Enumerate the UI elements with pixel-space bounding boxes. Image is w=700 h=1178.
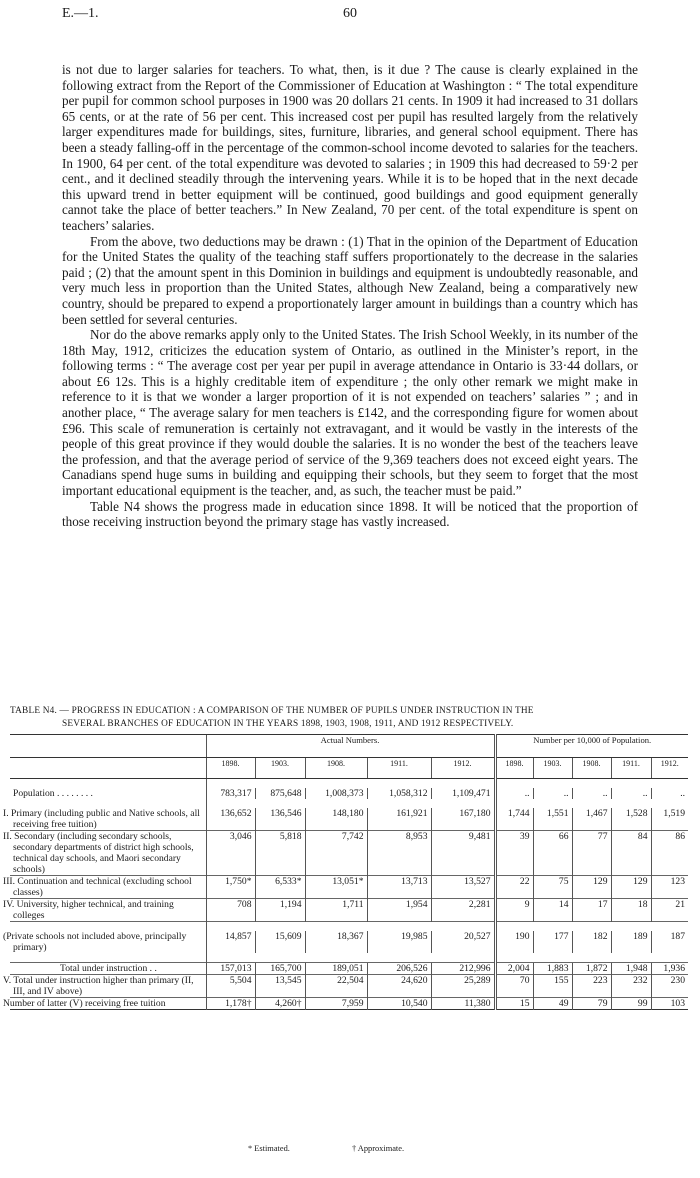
paragraph: is not due to larger salaries for teachers. To what, then, is it due ? The cause is clearly explained in the following extract from the Report of the Commissioner of Education at Washington : “ The total expenditure per pupil for common school purposes in 1900 was 20 dollars 21 cents. In 1909 it had increased to 31 dollars 65 cents, or at the rate of 56 per cent. This increased cost per pupil has resulted largely from the relatively larger expenditures made for buildings, sites, furniture, libraries, and general school equipment. There has been a steady falling-off in the percentage of the common-school income devoted to salaries for the teachers. In 1900, 64 per cent. of the total expenditure was devoted to salaries ; in 1909 this had decreased to 59·2 per cent., and it declined steadily through the intervening years. While it is to be hoped that in the next decade this upward trend in better equipment will be continued, good buildings and good equipment generally cannot take the place of better teachers.” In New Zealand, 70 per cent. of the total expenditure is spent on teachers’ salaries. — [62, 62, 638, 233]
table-row: V. Total under instruction higher than primary (II, III, and IV above) 5,504 13,545 22,504 24,620 25,289 70 155 223 232 230 — [10, 975, 688, 998]
year-header: 1912. — [431, 758, 495, 779]
paragraph: From the above, two deductions may be drawn : (1) That in the opinion of the Department of Education for the United States the quality of the teaching staff suffers proportionately to the decrease in the salaries paid ; (2) that the amount spent in this Dominion in buildings and equipment is undoubtedly reasonable, and very much less in proportion than the United States, although New Zealand, being a comparatively new country, should be prepared to expend a proportionately larger amount in buildings than a country which has been settled for several centuries. — [62, 233, 638, 327]
paragraph: Nor do the above remarks apply only to the United States. The Irish School Weekly, in its number of the 18th May, 1912, criticizes the education system of Ontario, as outlined in the Minister’s report, in the following terms : “ The average cost per year per pupil in average attendance in Ontario is 33·44 dollars, or about £6 12s. This is a highly creditable item of expenditure ; the only other remark we might make in reference to it is that we wonder a larger proportion of it is not expended on teachers’ salaries ” ; and in another place, “ The average salary for men teachers is £142, and the corresponding figure for women about £96. This scale of remuneration is certainly not extravagant, and it would be vastly in the interests of the people of this great province if they would double the salaries. It is no wonder the best of the teachers leave the profession, and that the average period of service of the 9,369 teachers does not exceed eight years. The Canadians spend huge sums in building and equipping their schools, but they seem to forget that the most important educational equipment is the teacher, and, as such, the teacher must be paid.” — [62, 327, 638, 499]
group-header: Actual Numbers. — [206, 735, 495, 758]
table-row: Total under instruction . . 157,013 165,700 189,051 206,526 212,996 2,004 1,883 1,872 1,948 1,936 — [10, 963, 688, 975]
footnote-approximate: † Approximate. — [351, 1144, 405, 1153]
paragraph: Table N4 shows the progress made in education since 1898. It will be noticed that the proportion of those receiving instruction beyond the primary stage has vastly increased. — [62, 498, 638, 530]
row-label: Number of latter (V) receiving free tuition — [10, 998, 206, 1010]
row-label: Population . . . . . . . . — [13, 788, 93, 799]
report-code: E.—1. — [62, 6, 99, 21]
table-footnotes — [248, 1144, 464, 1153]
row-label: II. Secondary (including secondary schools, secondary departments of district high schools, technical day schools, and Maori secondary schools) — [10, 831, 206, 876]
table-row: Population . . . . . . . . 783,317 875,648 1,008,373 1,058,312 1,109,471 .. .. .. .. .. — [10, 788, 688, 799]
year-header: 1911. — [367, 758, 431, 779]
table-row: Number of latter (V) receiving free tuition 1,178† 4,260† 7,959 10,540 11,380 15 49 79 99 103 — [10, 998, 688, 1010]
year-header: 1898. — [495, 758, 533, 779]
row-label: I. Primary (including public and Native schools, all receiving free tuition) — [3, 808, 200, 830]
year-header: 1908. — [572, 758, 611, 779]
table-row: I. Primary (including public and Native schools, all receiving free tuition) 136,652 136,546 148,180 161,921 167,180 1,744 1,551 1,467 1,528 1,519 — [10, 808, 688, 831]
year-header: 1908. — [305, 758, 367, 779]
row-label: III. Continuation and technical (excluding school classes) — [10, 876, 206, 899]
row-label: Total under instruction . . — [10, 963, 206, 975]
body-text — [62, 62, 638, 530]
page-number: 60 — [343, 6, 357, 21]
table-row: (Private schools not included above, principally primary) 14,857 15,609 18,367 19,985 20,527 190 177 182 189 187 — [10, 931, 688, 953]
row-label: IV. University, higher technical, and training colleges — [10, 899, 206, 922]
row-label: (Private schools not included above, principally primary) — [3, 931, 187, 953]
table-caption-line: TABLE N4. — PROGRESS IN EDUCATION : A COMPARISON OF THE NUMBER OF PUPILS UNDER INSTRUCTION IN THE — [10, 706, 534, 716]
year-header: 1903. — [533, 758, 572, 779]
year-header: 1911. — [611, 758, 651, 779]
year-header: 1912. — [651, 758, 688, 779]
table-caption-line: SEVERAL BRANCHES OF EDUCATION IN THE YEARS 1898, 1903, 1908, 1911, AND 1912 RESPECTIVELY. — [62, 719, 514, 729]
group-header: Number per 10,000 of Population. — [495, 735, 688, 758]
table-row: III. Continuation and technical (excluding school classes) 1,750* 6,533* 13,051* 13,713 13,527 22 75 129 129 123 — [10, 876, 688, 899]
year-header: 1898. — [206, 758, 255, 779]
table-row: II. Secondary (including secondary schools, secondary departments of district high schools, technical day schools, and Maori secondary schools) 3,046 5,818 7,742 8,953 9,481 39 66 77 84 86 — [10, 831, 688, 876]
footnote-estimated: * Estimated. — [248, 1144, 290, 1153]
row-label: V. Total under instruction higher than primary (II, III, and IV above) — [10, 975, 206, 998]
year-header: 1903. — [255, 758, 305, 779]
table-caption — [10, 705, 688, 731]
page-header — [62, 6, 638, 26]
progress-table — [3, 734, 688, 1010]
table-row: IV. University, higher technical, and training colleges 708 1,194 1,711 1,954 2,281 9 14 17 18 21 — [10, 899, 688, 922]
